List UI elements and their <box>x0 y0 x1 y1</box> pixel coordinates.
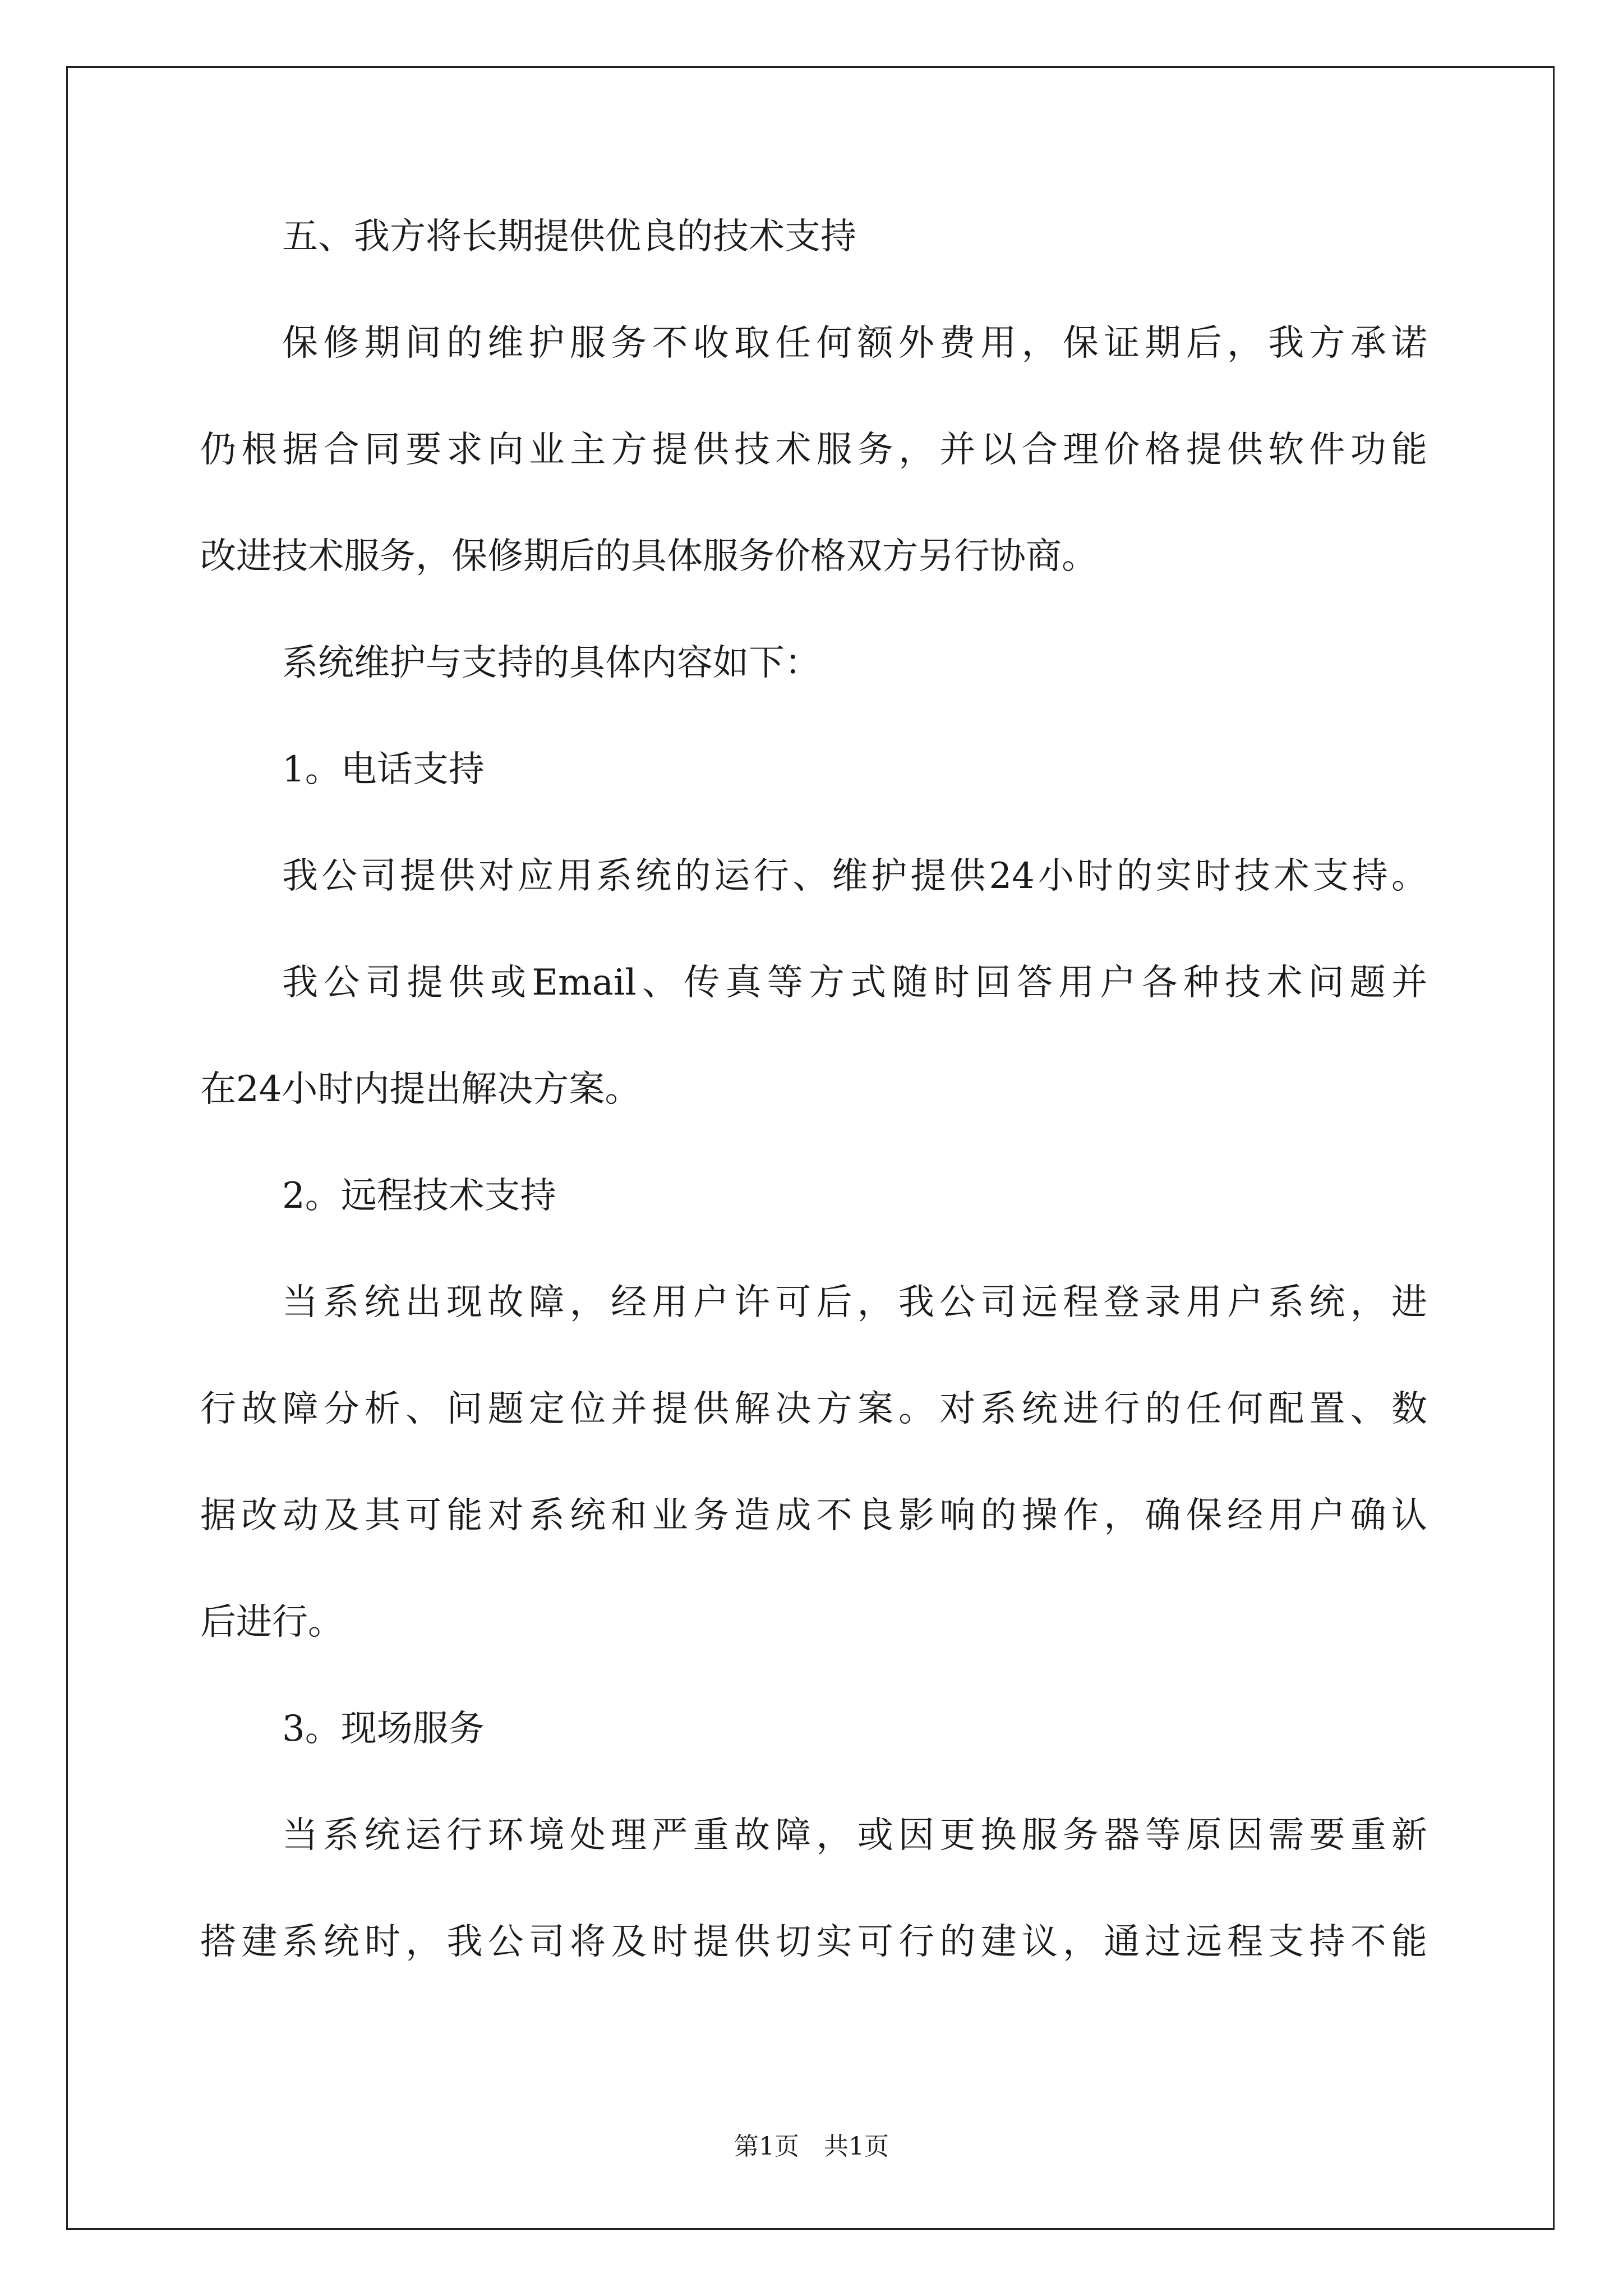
paragraph-line: 我公司提供或Email、传真等方式随时回答用户各种技术问题并 <box>282 962 1427 1004</box>
paragraph-line: 仍根据合同要求向业主方提供技术服务，并以合理价格提供软件功能 <box>200 429 1427 471</box>
subsection-heading: 3。现场服务 <box>282 1708 485 1750</box>
paragraph-line: 据改动及其可能对系统和业务造成不良影响的操作，确保经用户确认 <box>200 1495 1427 1536</box>
paragraph-line: 行故障分析、问题定位并提供解决方案。对系统进行的任何配置、数 <box>200 1388 1427 1430</box>
paragraph-line: 在24小时内提出解决方案。 <box>200 1069 641 1110</box>
page-border <box>66 66 1555 2230</box>
paragraph-line: 我公司提供对应用系统的运行、维护提供24小时的实时技术支持。 <box>282 855 1427 897</box>
paragraph-line: 搭建系统时，我公司将及时提供切实可行的建议，通过远程支持不能 <box>200 1921 1427 1963</box>
paragraph-line: 后进行。 <box>200 1602 344 1643</box>
paragraph-line: 系统维护与支持的具体内容如下： <box>282 642 820 684</box>
page-number-footer: 第1页 共1页 <box>734 2132 889 2161</box>
paragraph-line: 改进技术服务，保修期后的具体服务价格双方另行协商。 <box>200 536 1098 577</box>
section-heading: 五、我方将长期提供优良的技术支持 <box>282 216 856 257</box>
paragraph-line: 保修期间的维护服务不收取任何额外费用，保证期后，我方承诺 <box>282 323 1427 364</box>
paragraph-line: 当系统运行环境处理严重故障，或因更换服务器等原因需要重新 <box>282 1815 1427 1856</box>
paragraph-line: 当系统出现故障，经用户许可后，我公司远程登录用户系统，进 <box>282 1282 1427 1323</box>
subsection-heading: 1。电话支持 <box>282 749 485 790</box>
subsection-heading: 2。远程技术支持 <box>282 1175 556 1217</box>
